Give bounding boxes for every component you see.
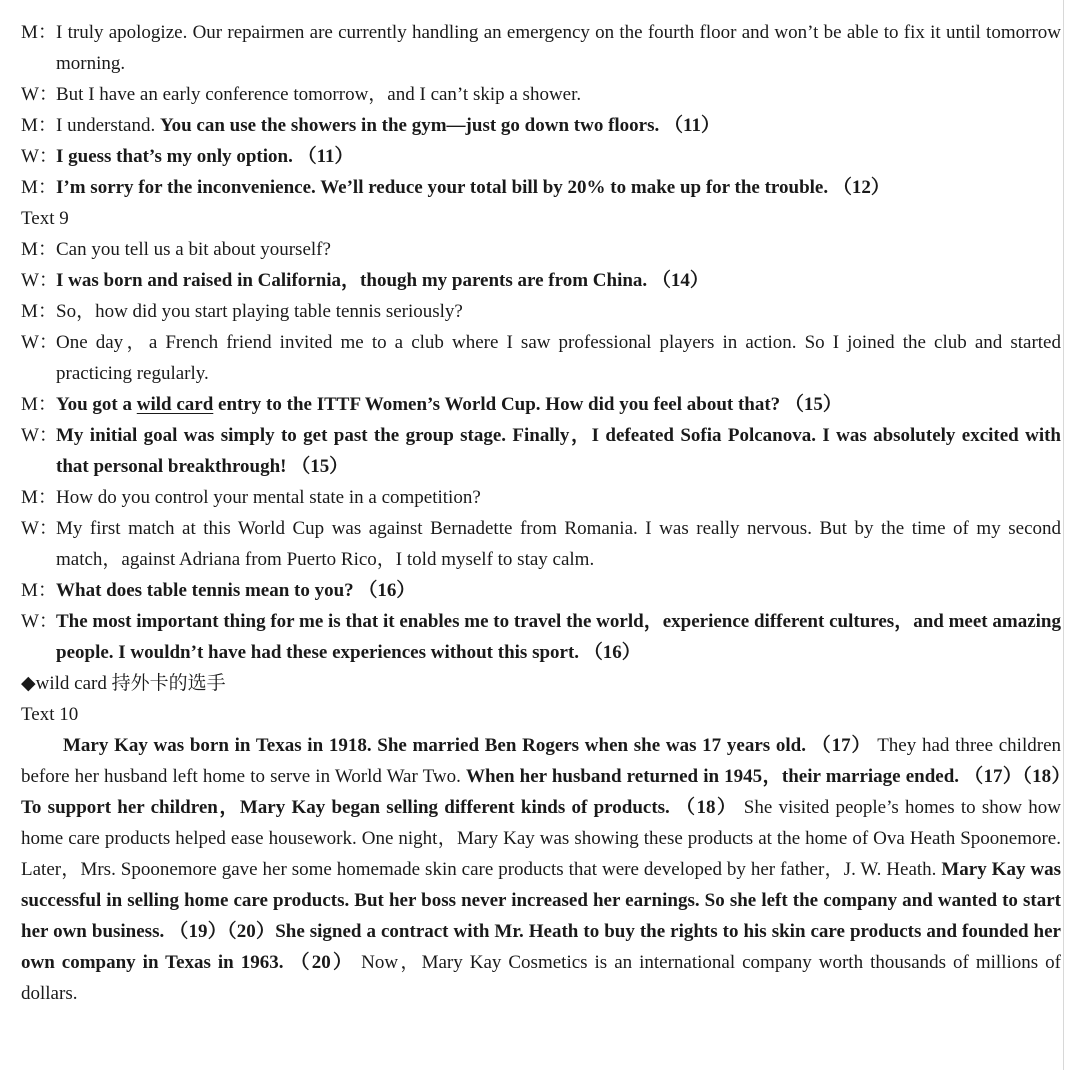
utterance — [56, 172, 1061, 203]
bold-text: What does table tennis mean to you? （16） — [56, 580, 416, 601]
speaker-label: W： — [21, 146, 58, 167]
underlined-term: wild card — [136, 394, 214, 415]
speaker-label: M： — [21, 177, 57, 198]
dialogue-line — [21, 389, 1061, 420]
bold-text: Mary Kay was born in Texas in 1918. She married Ben Rogers when she was 17 years old. （17） — [63, 735, 872, 756]
speaker-label: W： — [21, 425, 58, 446]
dialogue-line — [21, 575, 1061, 606]
text-segment: My first match at this World Cup was against Bernadette from Romania. I was really nervous. But by the time of my second match，against Adriana from Puerto Rico，I told myself to stay calm. — [56, 518, 1061, 570]
utterance — [56, 482, 1061, 513]
utterance — [56, 389, 1061, 420]
dialogue-line — [21, 265, 1061, 296]
bold-text: Mary Kay was successful in selling home care products. But her boss never increased her earnings. So she left the company and wanted to start her own business. （19）（20）She signed a contract with Mr. Heath to buy the rights to his skin care products and founded her own company in Texas in 1963. （20） — [21, 859, 1061, 973]
text10-paragraph — [21, 730, 1061, 1009]
utterance — [56, 575, 1061, 606]
speaker-label: M： — [21, 301, 57, 322]
dialogue-line — [21, 482, 1061, 513]
speaker-label: W： — [21, 270, 58, 291]
speaker-label: W： — [21, 518, 58, 539]
dialogue-line — [21, 17, 1061, 79]
bold-text: I guess that’s my only option. （11） — [56, 146, 354, 167]
bold-text: entry to the ITTF Women’s World Cup. How did you feel about that? （15） — [213, 394, 842, 415]
dialogue-line — [21, 110, 1061, 141]
bold-text: When her husband returned in 1945，their marriage ended. （17）（18）To support her children，Mary Kay began selling different kinds of products. （18） — [21, 766, 1061, 818]
dialogue-text9 — [21, 234, 1061, 668]
vocab-note: ◆wild card 持外卡的选手 — [21, 673, 226, 694]
speaker-label: M： — [21, 239, 57, 260]
document-content — [21, 17, 1061, 1009]
text9-heading: Text 9 — [21, 208, 69, 229]
text-segment: How do you control your mental state in a competition? — [56, 487, 481, 508]
text-segment: But I have an early conference tomorrow，and I can’t skip a shower. — [56, 84, 582, 105]
speaker-label: M： — [21, 22, 57, 43]
speaker-label: M： — [21, 580, 57, 601]
utterance — [56, 234, 1061, 265]
utterance — [56, 420, 1061, 482]
bold-text: I was born and raised in California，though my parents are from China. （14） — [56, 270, 709, 291]
utterance — [56, 327, 1061, 389]
dialogue-line — [21, 513, 1061, 575]
bold-text: My initial goal was simply to get past the group stage. Finally，I defeated Sofia Polcanova. I was absolutely excited with that personal breakthrough! （15） — [56, 425, 1061, 477]
dialogue-line — [21, 606, 1061, 668]
utterance — [56, 265, 1061, 296]
speaker-label: M： — [21, 394, 57, 415]
text-segment: I truly apologize. Our repairmen are currently handling an emergency on the fourth floor and won’t be able to fix it until tomorrow morning. — [56, 22, 1061, 74]
text-segment: They had three children before her husband left home to serve in World War Two. — [21, 735, 1061, 787]
utterance — [56, 513, 1061, 575]
bold-text: You can use the showers in the gym—just go down two floors. （11） — [159, 115, 720, 136]
text-segment: Can you tell us a bit about yourself? — [56, 239, 331, 260]
dialogue-line — [21, 296, 1061, 327]
utterance — [56, 296, 1061, 327]
utterance — [56, 79, 1061, 110]
dialogue-line — [21, 327, 1061, 389]
text10-heading: Text 10 — [21, 704, 79, 725]
utterance — [56, 606, 1061, 668]
dialogue-line — [21, 420, 1061, 482]
text-segment: I understand. — [56, 115, 160, 136]
text-segment: She visited people’s homes to show how home care products helped ease housework. One night，Mary Kay was showing these products at the home of Ova Heath Spoonemore. Later，Mrs. Spoonemore gave her some homemade skin care products that were developed by her father，J. W. Heath. — [21, 797, 1062, 880]
speaker-label: W： — [21, 611, 58, 632]
utterance — [56, 141, 1061, 172]
dialogue-text8-tail — [21, 17, 1061, 203]
utterance — [56, 17, 1061, 79]
bold-text: You got a — [56, 394, 137, 415]
speaker-label: M： — [21, 487, 57, 508]
dialogue-line — [21, 79, 1061, 110]
dialogue-line — [21, 234, 1061, 265]
text-segment: So，how did you start playing table tennis seriously? — [56, 301, 463, 322]
speaker-label: W： — [21, 84, 58, 105]
speaker-label: W： — [21, 332, 58, 353]
speaker-label: M： — [21, 115, 57, 136]
text-segment: Now，Mary Kay Cosmetics is an international company worth thousands of millions of dollars. — [21, 952, 1061, 1004]
utterance — [56, 110, 1061, 141]
dialogue-line — [21, 141, 1061, 172]
dialogue-line — [21, 172, 1061, 203]
bold-text: The most important thing for me is that it enables me to travel the world，experience different cultures，and meet amazing people. I wouldn’t have had these experiences without this sport. （16） — [56, 611, 1061, 663]
text-segment: One day，a French friend invited me to a club where I saw professional players in action. So I joined the club and started practicing regularly. — [56, 332, 1061, 384]
bold-text: I’m sorry for the inconvenience. We’ll reduce your total bill by 20% to make up for the trouble. （12） — [56, 177, 890, 198]
